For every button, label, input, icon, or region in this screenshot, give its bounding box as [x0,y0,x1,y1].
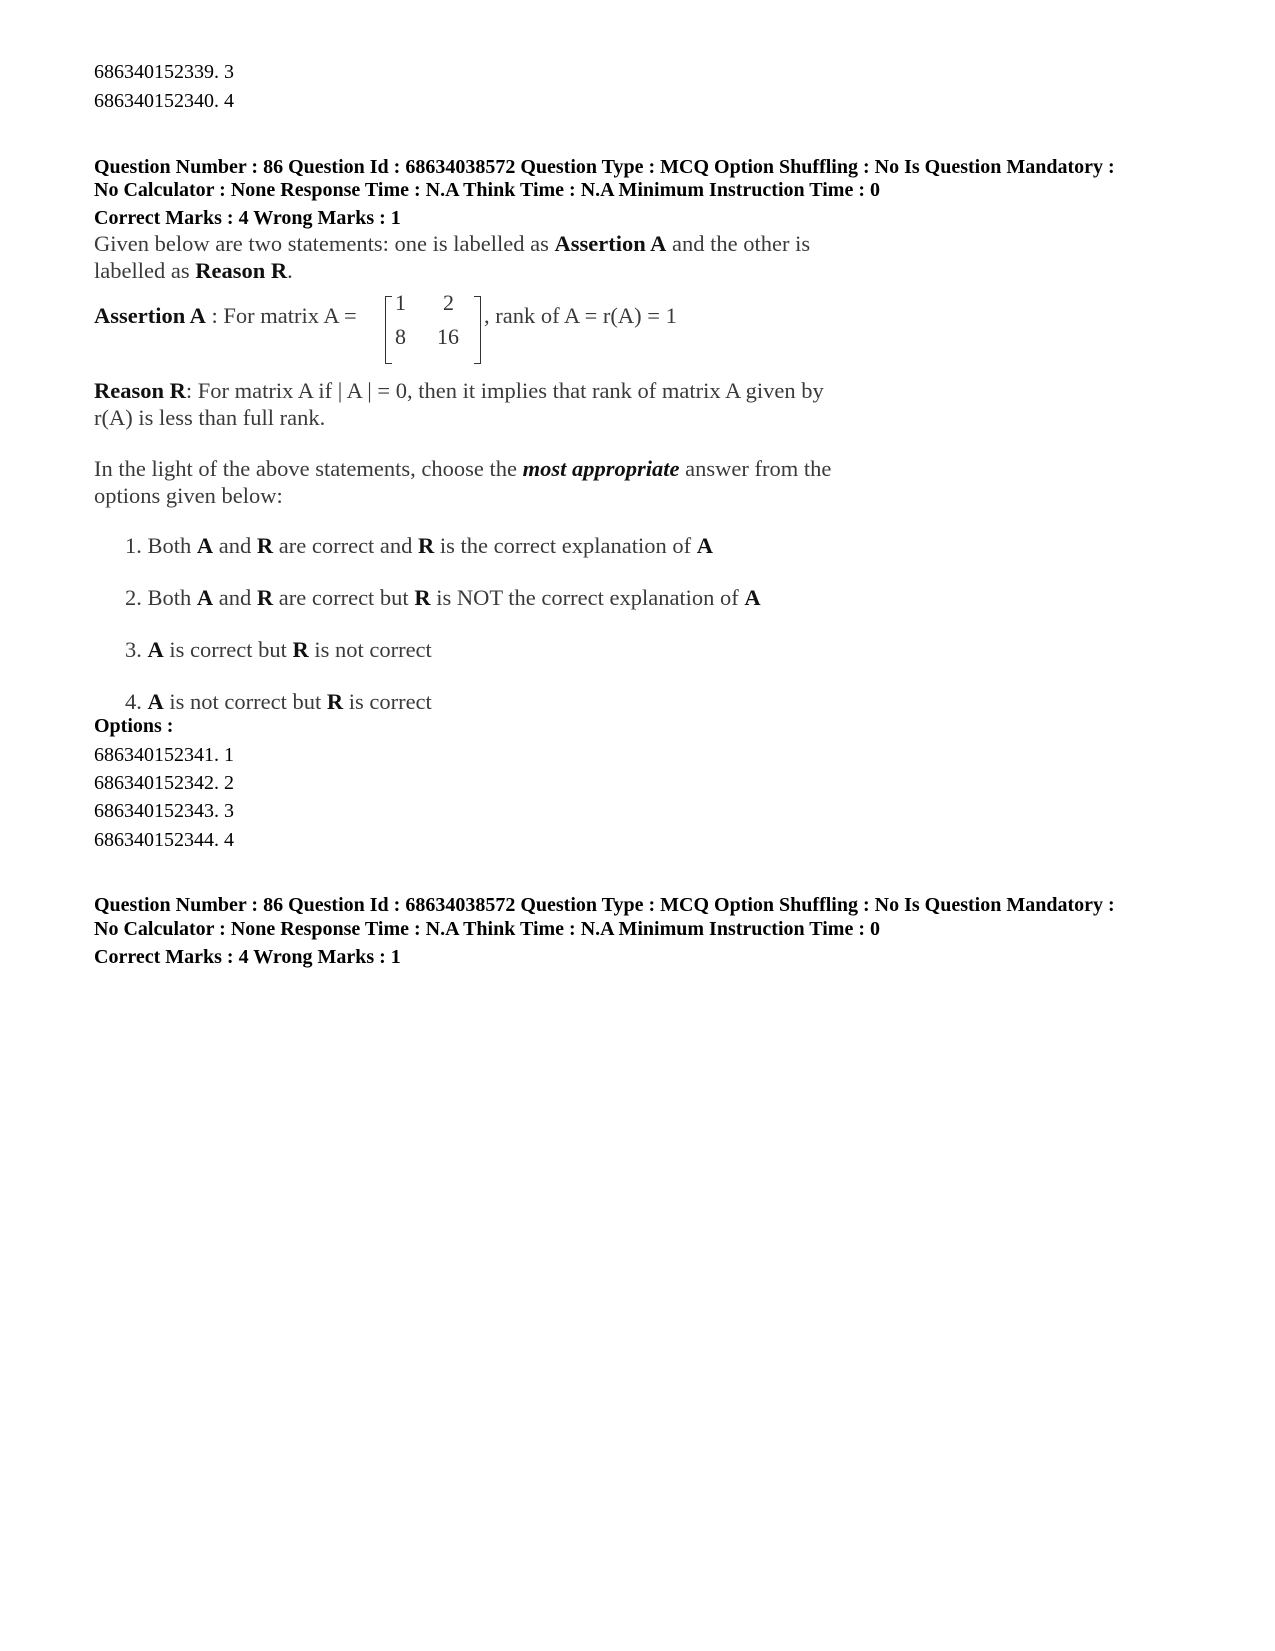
question-intro-line2: labelled as Reason R. [94,258,293,283]
matrix-cell: 1 [395,290,406,315]
instruction-line1: In the light of the above statements, choose the most appropriate answer from the [94,456,832,481]
instruction-line2: options given below: [94,483,283,508]
matrix-cell: 8 [395,324,406,349]
option-line: 686340152342. 2 [94,772,234,794]
choice-1: 1. Both A and R are correct and R is the correct explanation of A [125,533,713,558]
question-header-line2: No Calculator : None Response Time : N.A Think Time : N.A Minimum Instruction Time : 0 [94,918,880,940]
question-header-line2: No Calculator : None Response Time : N.A Think Time : N.A Minimum Instruction Time : 0 [94,179,880,201]
option-line: 686340152340. 4 [94,90,234,112]
matrix-cell: 2 [443,290,454,315]
option-line: 686340152344. 4 [94,829,234,851]
assertion-tail: , rank of A = r(A) = 1 [484,303,677,328]
matrix-cell: 16 [437,324,459,349]
matrix-right-bracket [474,296,481,364]
question-header-line1: Question Number : 86 Question Id : 68634038572 Question Type : MCQ Option Shuffling : No Is Question Mandatory : [94,156,1115,178]
option-line: 686340152343. 3 [94,800,234,822]
question-marks: Correct Marks : 4 Wrong Marks : 1 [94,207,401,229]
matrix-left-bracket [385,296,392,364]
choice-3: 3. A is correct but R is not correct [125,637,432,662]
question-marks: Correct Marks : 4 Wrong Marks : 1 [94,946,401,968]
question-header-line1: Question Number : 86 Question Id : 68634038572 Question Type : MCQ Option Shuffling : No Is Question Mandatory : [94,894,1115,916]
options-label: Options : [94,715,174,737]
assertion-line: Assertion A : For matrix A = [94,303,357,328]
choice-4: 4. A is not correct but R is correct [125,689,432,714]
reason-line1: Reason R: For matrix A if | A | = 0, then it implies that rank of matrix A given by [94,378,824,403]
matrix [385,290,481,364]
question-intro-line1: Given below are two statements: one is labelled as Assertion A and the other is [94,231,811,256]
option-line: 686340152339. 3 [94,61,234,83]
reason-line2: r(A) is less than full rank. [94,405,326,430]
option-line: 686340152341. 1 [94,744,234,766]
choice-2: 2. Both A and R are correct but R is NOT the correct explanation of A [125,585,761,610]
